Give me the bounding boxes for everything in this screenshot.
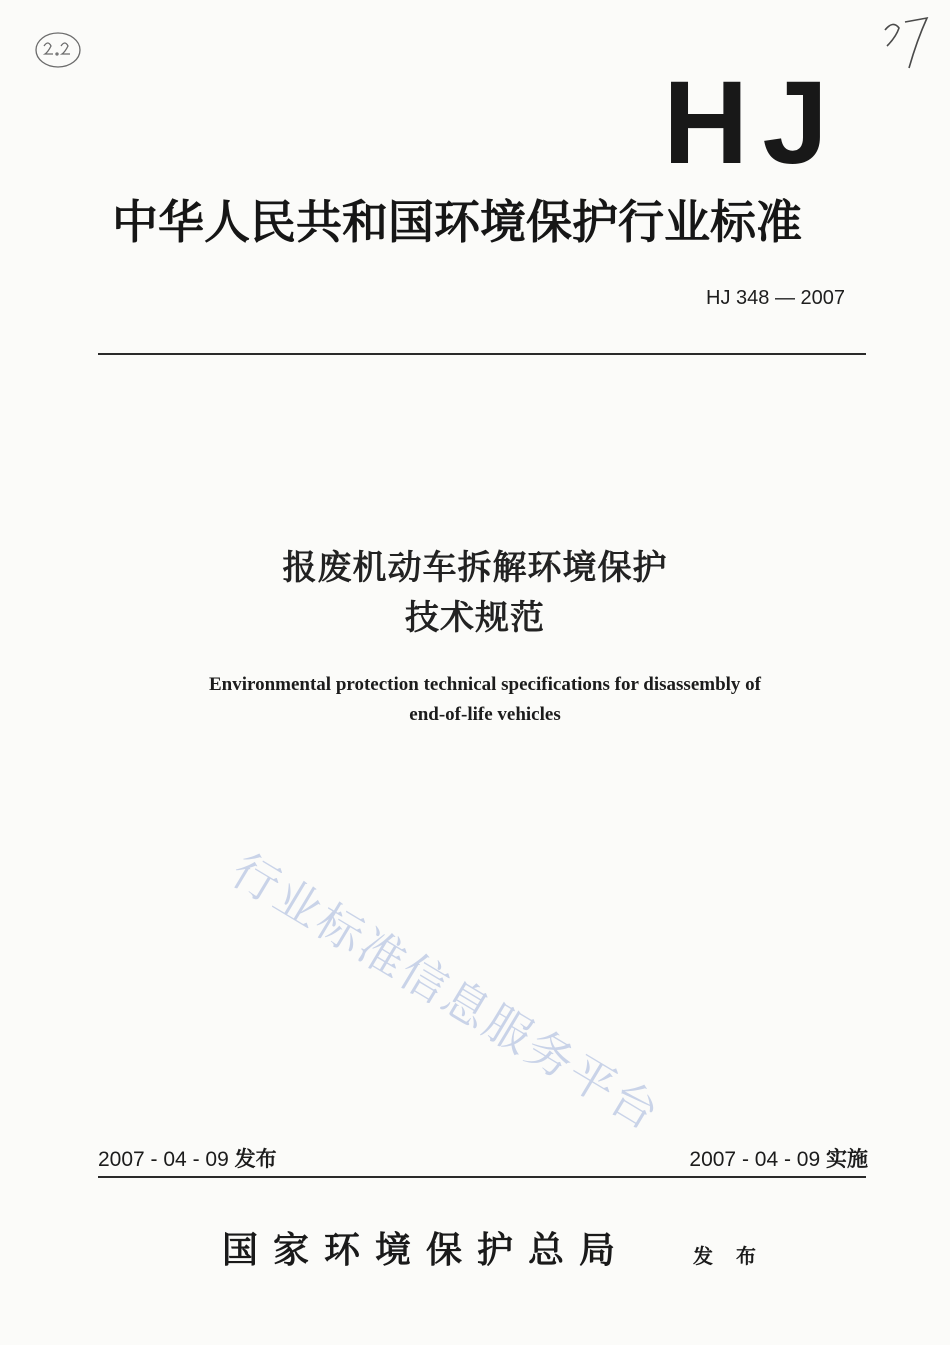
handwritten-note-top-left	[36, 33, 80, 67]
handwritten-note-top-right	[885, 18, 927, 68]
issuing-authority: 国家环境保护总局	[222, 1230, 631, 1271]
implementation-date-value: 2007 - 04 - 09	[689, 1148, 821, 1171]
implementation-date-label: 实施	[826, 1147, 868, 1171]
standard-number: HJ 348 — 2007	[706, 287, 845, 309]
document-title-en-line1: Environmental protection technical specifications for disassembly of	[208, 674, 762, 695]
watermark: 行业标准信息服务平台	[222, 842, 671, 1142]
implementation-date	[689, 1143, 868, 1173]
issuing-label: 发 布	[693, 1244, 764, 1268]
bottom-divider	[98, 1176, 866, 1178]
document-title-en-line2: end-of-life vehicles	[409, 704, 561, 725]
top-divider	[98, 353, 866, 355]
standard-category-title: 中华人民共和国环境保护行业标准	[112, 195, 802, 249]
document-title-cn-line2: 技术规范	[405, 598, 545, 638]
hj-logo: HJ	[663, 57, 842, 189]
issue-date	[98, 1143, 277, 1173]
issue-date-value: 2007 - 04 - 09	[98, 1148, 229, 1171]
document-title-cn-line1: 报废机动车拆解环境保护	[282, 548, 668, 588]
issue-date-label: 发布	[234, 1147, 277, 1171]
